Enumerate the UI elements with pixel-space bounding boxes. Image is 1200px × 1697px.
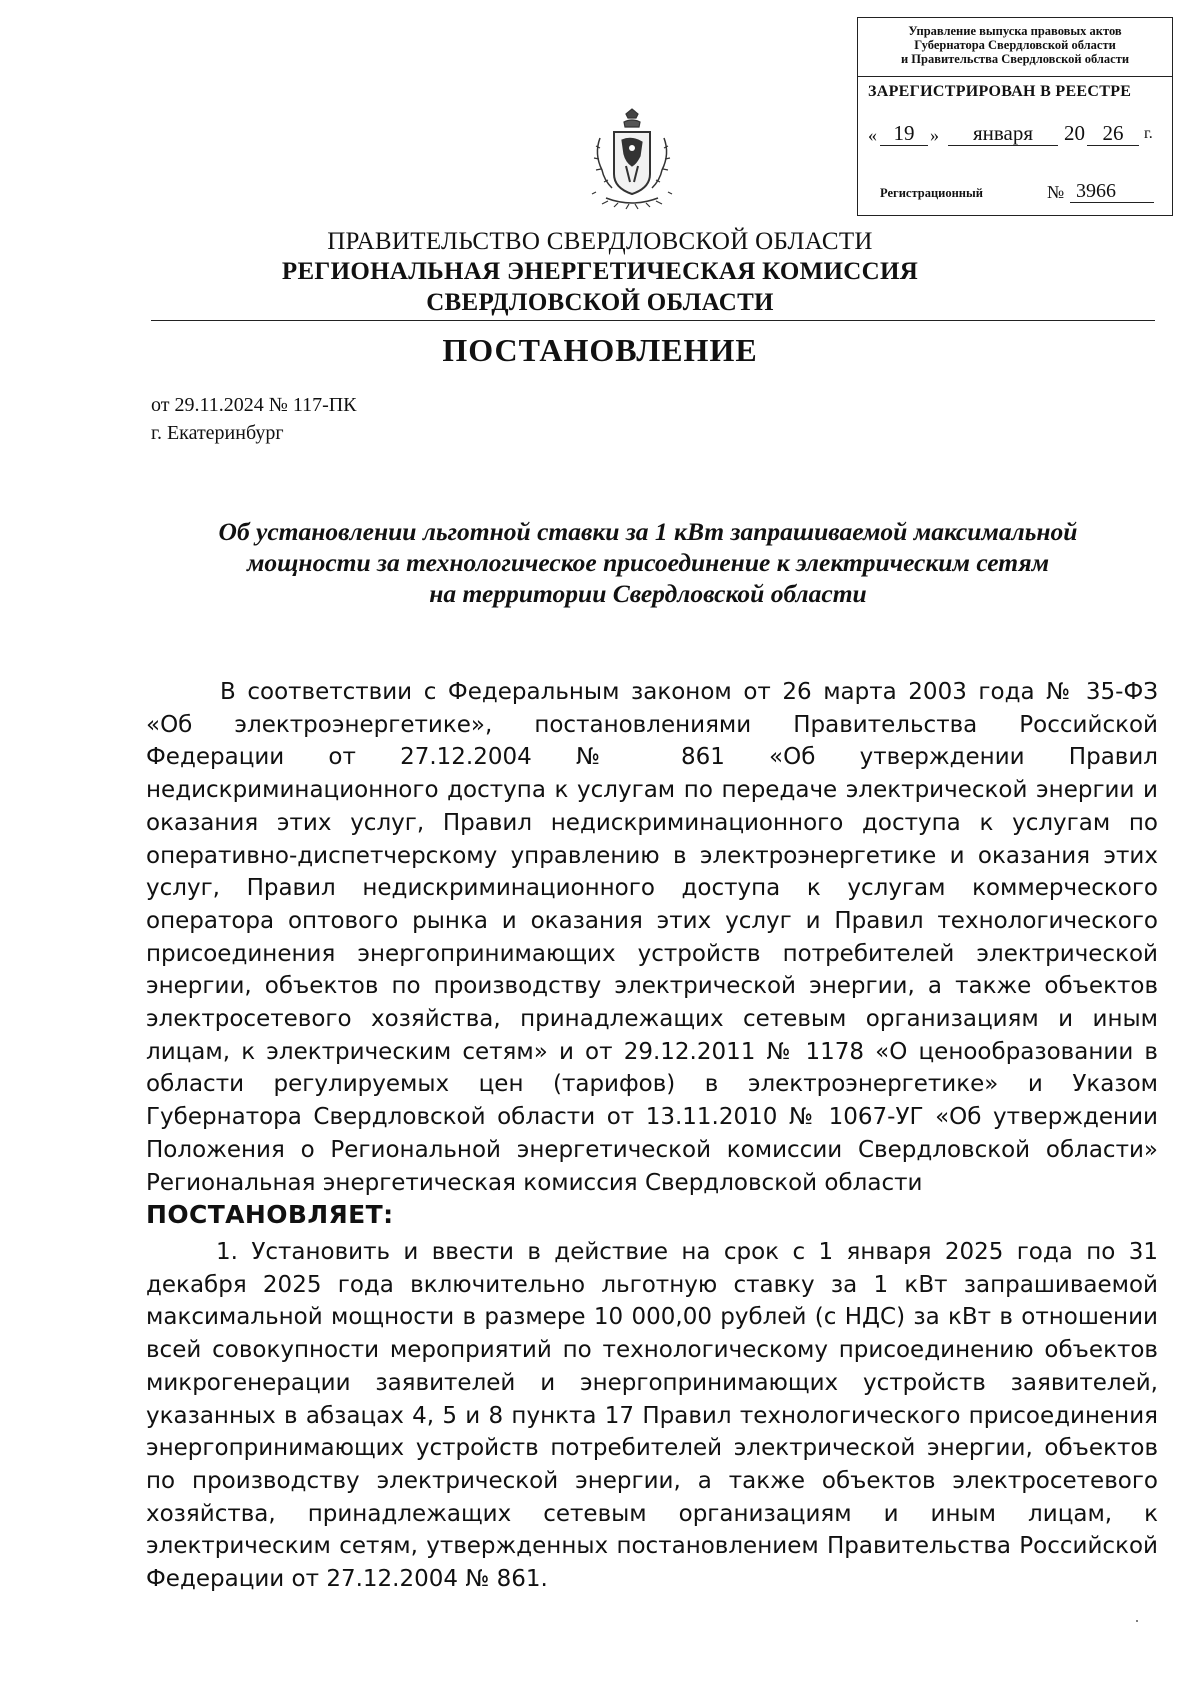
region-heading: СВЕРДЛОВСКОЙ ОБЛАСТИ (426, 289, 774, 316)
stamp-quote-close: » (930, 125, 939, 145)
stamp-year-suffix: 26 (1087, 121, 1139, 146)
subject-line: на территории Свердловской области (429, 579, 867, 608)
stamp-divider (858, 76, 1172, 77)
subject-line: Об установлении льготной ставки за 1 кВт запрашиваемой максимальной (218, 517, 1078, 546)
registration-stamp (857, 17, 1173, 216)
stamp-org-line: и Правительства Свердловской области (900, 52, 1130, 66)
stamp-registered-label: ЗАРЕГИСТРИРОВАН В РЕЕСТРЕ (868, 83, 1132, 100)
subject-line: мощности за технологическое присоединение к электрическим сетям (246, 548, 1050, 577)
stamp-month: января (948, 121, 1058, 146)
stamp-reg-number: 3966 (1070, 180, 1154, 203)
document-type-title: ПОСТАНОВЛЕНИЕ (442, 332, 758, 368)
stamp-date-line (868, 121, 1168, 149)
coat-of-arms-icon (586, 108, 678, 216)
government-heading: ПРАВИТЕЛЬСТВО СВЕРДЛОВСКОЙ ОБЛАСТИ (327, 228, 873, 255)
decree-heading: ПОСТАНОВЛЯЕТ: (146, 1200, 394, 1229)
stamp-number-sign: № (1047, 182, 1065, 202)
header-rule (151, 320, 1155, 321)
stamp-registration-line (880, 180, 1160, 206)
stamp-year-prefix: 20 (1064, 121, 1085, 145)
preamble-paragraph: В соответствии с Федеральным законом от 26 марта 2003 года № 35-ФЗ «Об электроэнергетике», постановлениями Правительства Российской Федерации от 27.12.2004 № 861 «Об утверждении Правил недискриминационного доступа к услугам по передаче электрической энергии и оказания этих услуг, Правил недискриминационного доступа к услугам по оперативно-диспетчерскому управлению в электроэнергетике и оказания этих услуг, Правил недискриминационного доступа к услугам коммерческого оператора оптового рынка и оказания этих услуг и Правил технологического присоединения энергопринимающих устройств потребителей электрической энергии, объектов по производству электрической энергии, а также объектов электросетевого хозяйства, принадлежащих сетевым организациям и иным лицам, к электрическим сетям» и от 29.12.2011 № 1178 «О ценообразовании в области регулируемых цен (тарифов) в электроэнергетике» и Указом Губернатора Свердловской области от 13.11.2010 № 1067-УГ «Об утверждении Положения о Региональной энергетической комиссии Свердловской области» Региональная энергетическая комиссия Свердловской области (146, 679, 1158, 1196)
item-1-paragraph: 1. Установить и ввести в действие на срок с 1 января 2025 года по 31 декабря 2025 года включительно льготную ставку за 1 кВт запрашиваемой максимальной мощности в размере 10 000,00 рублей (с НДС) за кВт в отношении всей совокупности мероприятий по технологическому присоединению объектов микрогенерации заявителей и энергопринимающих устройств заявителей, указанных в абзацах 4, 5 и 8 пункта 17 Правил технологического присоединения энергопринимающих устройств потребителей электрической энергии, объектов по производству электрической энергии, а также объектов электросетевого хозяйства, принадлежащих сетевым организациям и иным лицам, к электрическим сетям, утвержденных постановлением Правительства Российской Федерации от 27.12.2004 № 861. (146, 1239, 1158, 1593)
document-date-number: от 29.11.2024 № 117-ПК (151, 394, 357, 416)
stamp-organization (858, 18, 1172, 71)
scan-speck (1136, 1620, 1138, 1622)
document-subject (140, 516, 1156, 609)
stamp-quote-open: « (868, 125, 877, 145)
commission-heading: РЕГИОНАЛЬНАЯ ЭНЕРГЕТИЧЕСКАЯ КОМИССИЯ (281, 258, 919, 285)
stamp-org-line: Губернатора Свердловской области (914, 38, 1116, 52)
stamp-org-line: Управление выпуска правовых актов (908, 24, 1122, 38)
stamp-day: 19 (880, 121, 928, 146)
stamp-reg-label: Регистрационный (880, 186, 983, 200)
stamp-year-mark: г. (1144, 125, 1153, 142)
document-city: г. Екатеринбург (151, 422, 284, 444)
